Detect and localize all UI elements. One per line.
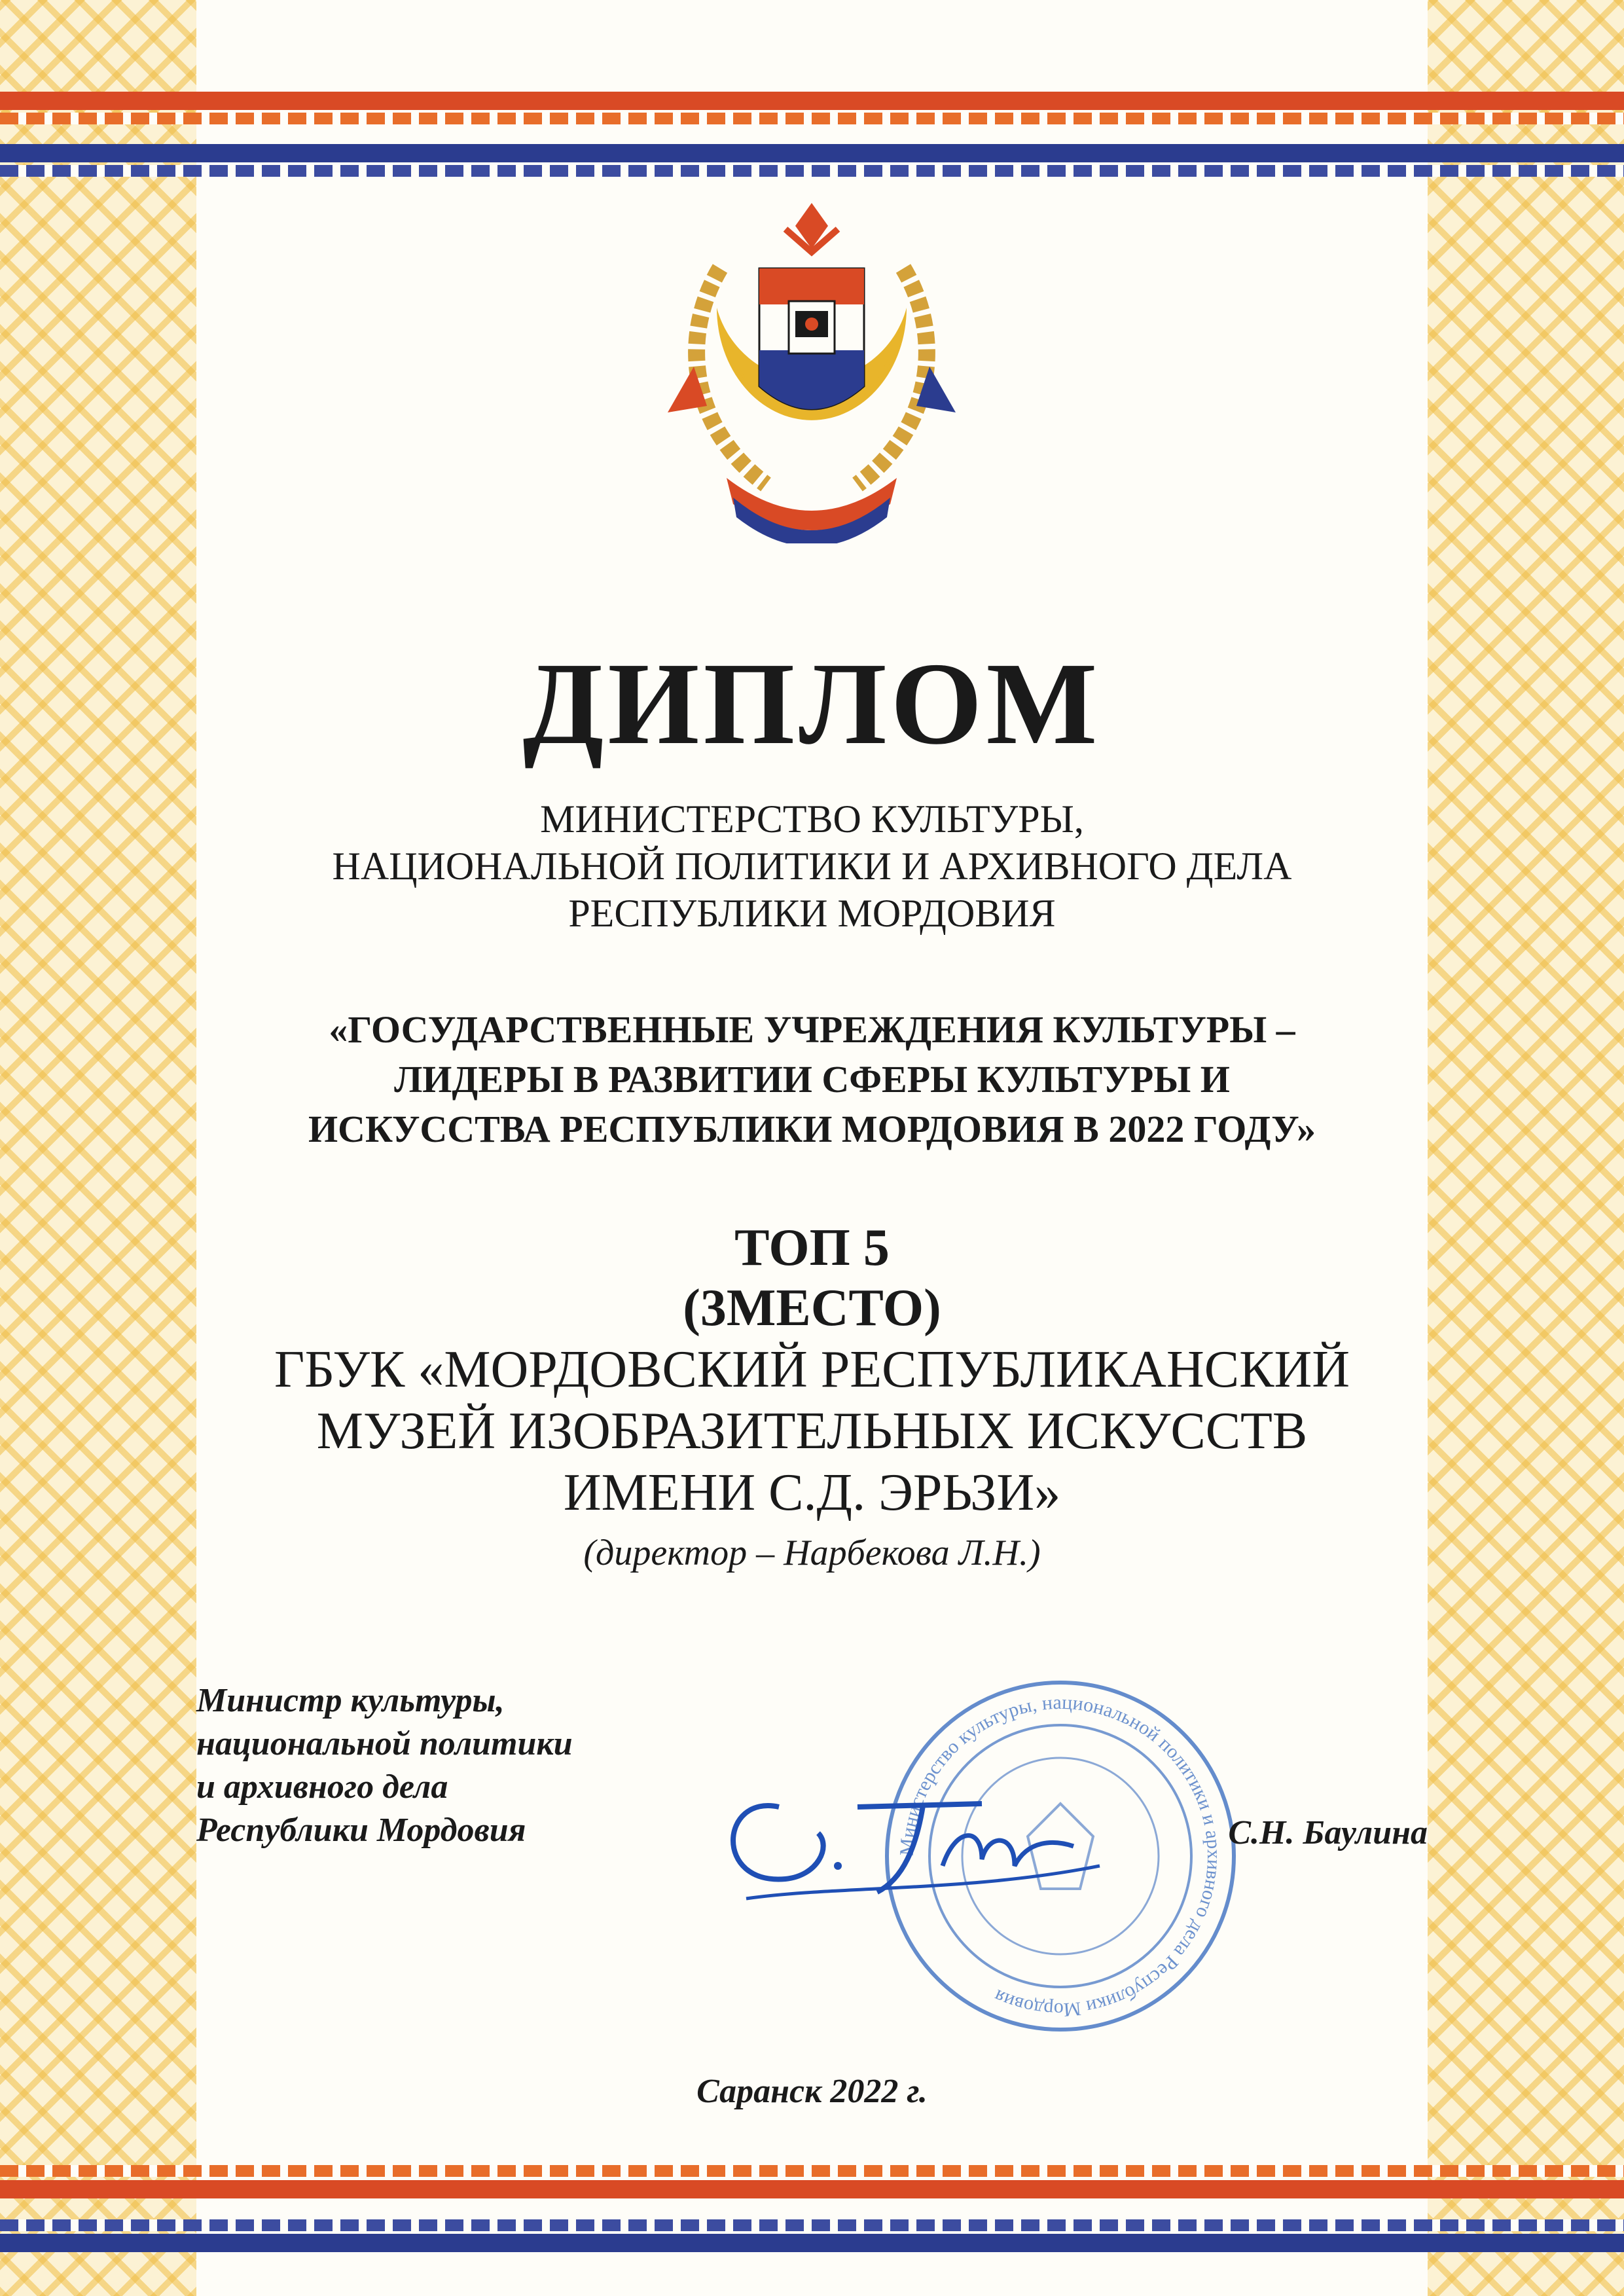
ministry-line: РЕСПУБЛИКИ МОРДОВИЯ [568, 892, 1056, 935]
place-line: ТОП 5 [734, 1219, 890, 1277]
ornament-border-left [0, 0, 196, 2296]
ministry-line: НАЦИОНАЛЬНОЙ ПОЛИТИКИ И АРХИВНОГО ДЕЛА [332, 845, 1292, 888]
ministry-name [196, 795, 1428, 937]
organization-line: ГБУК «МОРДОВСКИЙ РЕСПУБЛИКАНСКИЙ [274, 1341, 1350, 1398]
top-blue-stripe [0, 144, 1624, 162]
nomination-line: ИСКУССТВА РЕСПУБЛИКИ МОРДОВИЯ В 2022 ГОДУ» [308, 1108, 1316, 1150]
signer-position-line: Министр культуры, [196, 1682, 505, 1719]
top-blue-dashed-stripe [0, 165, 1624, 177]
bottom-red-stripe [0, 2180, 1624, 2198]
signer-name: С.Н. Баулина [1228, 1814, 1428, 1851]
signer-position-line: Республики Мордовия [196, 1812, 526, 1849]
nomination-line: «ГОСУДАРСТВЕННЫЕ УЧРЕЖДЕНИЯ КУЛЬТУРЫ – [329, 1008, 1295, 1051]
organization-line: ИМЕНИ С.Д. ЭРЬЗИ» [563, 1464, 1061, 1522]
document-title: ДИПЛОМ [522, 638, 1102, 769]
top-red-stripe [0, 92, 1624, 110]
nomination-line: ЛИДЕРЫ В РАЗВИТИИ СФЕРЫ КУЛЬТУРЫ И [394, 1058, 1230, 1101]
director-note: (директор – Нарбекова Л.Н.) [583, 1533, 1041, 1573]
signer-position-line: и архивного дела [196, 1768, 448, 1806]
top-red-dashed-stripe [0, 113, 1624, 124]
place-line: (3МЕСТО) [683, 1279, 941, 1337]
ornament-border-right [1428, 0, 1624, 2296]
organization-line: МУЗЕЙ ИЗОБРАЗИТЕЛЬНЫХ ИСКУССТВ [316, 1402, 1308, 1460]
signer-position-line: национальной политики [196, 1725, 573, 1762]
bottom-blue-dashed-stripe [0, 2219, 1624, 2231]
bottom-red-dashed-stripe [0, 2165, 1624, 2177]
coat-of-arms-icon [655, 190, 969, 543]
handwritten-signature [707, 1768, 1113, 1912]
signer-position [196, 1679, 655, 1852]
awarded-organization [196, 1339, 1428, 1523]
city-and-year: Саранск 2022 г. [696, 2073, 928, 2110]
nomination-title [196, 1005, 1428, 1154]
award-place [196, 1218, 1428, 1338]
ministry-line: МИНИСТЕРСТВО КУЛЬТУРЫ, [540, 797, 1084, 841]
bottom-blue-stripe [0, 2234, 1624, 2252]
seal-text: Министерство культуры, национальной политики и архивного дела Республики Мордовия [895, 1691, 1225, 2021]
